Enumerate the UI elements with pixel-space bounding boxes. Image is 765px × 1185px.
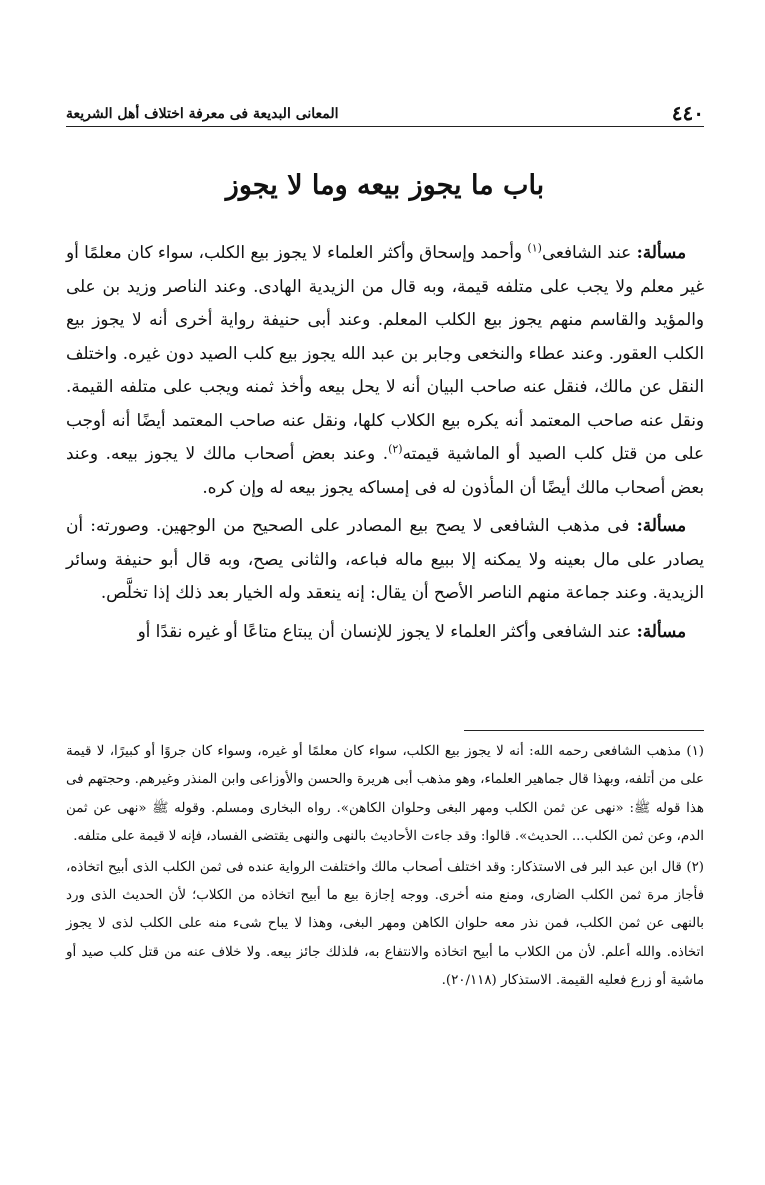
footnote: (٢) قال ابن عبد البر فى الاستذكار: وقد اختلف أصحاب مالك واختلفت الرواية عنده فى ثمن الكلب الذى أبيح اتخاذه، فأجاز مرة ثمن الكلب الضارى، ومنع منه أخرى. ووجه إجازة بيع ما أبيح اتخاذه من الكلاب؛ لأن الحديث الذى ورد بالنهى عن ثمن الكلب، فمن نذر معه حلوان الكاهن ومهر البغى، وهذا لا يباح شىء منه على الكلب لذى لا يجوز اتخاذه. والله أعلم. لأن من الكلاب ما أبيح اتخاذه والانتفاع به، فلذلك جائز بيعه. ولا خلاف عنه من قتل كلب صيد أو ماشية أو زرع فعليه القيمة. الاستذكار (٢٠/١١٨). [66, 859, 704, 989]
text-run: وأحمد وإسحاق وأكثر العلماء لا يجوز بيع الكلب، سواء كان معلمًا أو غير معلم ولا يجب على متلفه قيمة، وبه قال من الزيدية الهادى. وعند الناصر وزيد بن على والمؤيد والقاسم منهم يجوز بيع الكلب المعلم. وعند أبى حنيفة رواية أخرى أنه لا يجوز بيع الكلب العقور. وعند عطاء والنخعى وجابر بن عبد الله يجوز بيع كلب الصيد دون غيره. واختلف النقل عن مالك، فنقل عنه صاحب البيان أنه لا يحل بيعه وأخذ ثمنه ويجب على متلفه القيمة. ونقل عنه صاحب المعتمد أنه يكره بيع الكلاب كلها، ونقل عنه صاحب المعتمد أيضًا أنه أوجب على من قتل كلب الصيد أو الماشية قيمته [66, 242, 704, 463]
paragraph [66, 509, 704, 610]
masala-label: مسألة: [636, 242, 686, 262]
text-run: فى مذهب الشافعى لا يصح بيع المصادر على الصحيح من الوجهين. وصورته: أن يصادر على مال بعينه ولا يمكنه إلا ببيع ماله فباعه، والثانى يصح، وبه قال أبو حنيفة وسائر الزيدية. وعند جماعة منهم الناصر الأصح أن يقال: إنه ينعقد وله الخيار بعد ذلك إذا تخلَّص. [66, 515, 704, 602]
main-text [66, 236, 704, 653]
masala-label: مسألة: [636, 515, 686, 535]
footnote-divider [464, 730, 704, 731]
page-header [66, 96, 704, 127]
text-run: . وعند بعض أصحاب مالك لا يجوز بيعه. وعند بعض أصحاب مالك أيضًا أن المأذون له فى إمساكه يجوز بيعه له وإن كره. [66, 443, 704, 497]
chapter-title: باب ما يجوز بيعه وما لا يجوز [225, 170, 545, 201]
footnote-ref[interactable]: (٢) [388, 442, 403, 456]
paragraph [66, 236, 704, 504]
paragraph [66, 615, 704, 649]
text-run: عند الشافعى وأكثر العلماء لا يجوز للإنسان أن يبتاع متاعًا أو غيره نقدًا أو [137, 620, 637, 641]
text-run: عند الشافعى [541, 242, 637, 262]
footnotes [66, 738, 704, 998]
footnote-ref[interactable]: (١) [527, 241, 542, 255]
footnote: (١) مذهب الشافعى رحمه الله: أنه لا يجوز بيع الكلب، سواء كان معلمًا أو غيره، وسواء كان جروًا أو كبيرًا، لا قيمة على من أتلفه، وبهذا قال جماهير العلماء، وهو مذهب أبى هريرة والحسن والأوزاعى وابن المنذر وغيرهم. وحجتهم فى هذا قوله ﷺ: «نهى عن ثمن الكلب ومهر البغى وحلوان الكاهن». رواه البخارى ومسلم. وقوله ﷺ «نهى عن ثمن الدم، وعن ثمن الكلب... الحديث». قالوا: وقد جاءت الأحاديث بالنهى والنهى يقتضى الفساد، فإنه لا قيمة على متلفه. [66, 744, 704, 845]
page-number: ٤٤٠ [671, 101, 704, 125]
masala-label: مسألة: [636, 620, 686, 641]
running-title: المعانى البديعة فى معرفة اختلاف أهل الشريعة [66, 106, 339, 122]
